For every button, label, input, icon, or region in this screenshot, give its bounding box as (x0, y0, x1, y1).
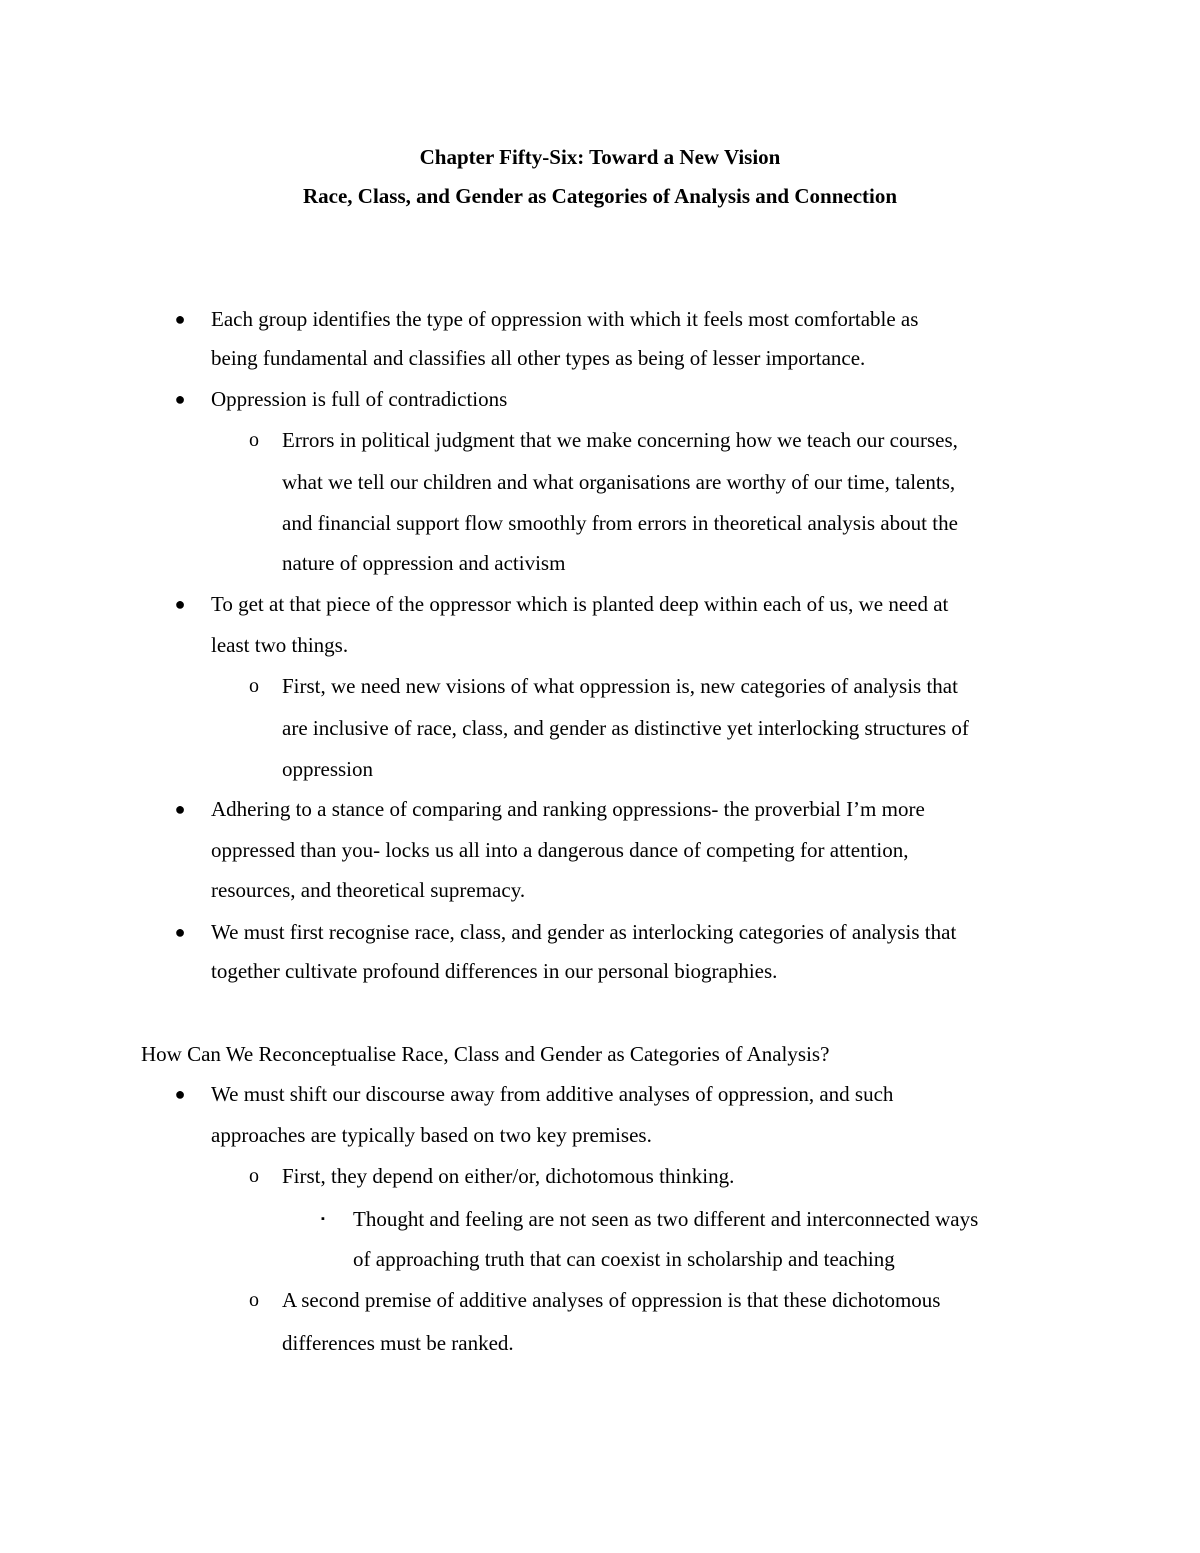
bullet-icon: ● (174, 922, 186, 942)
sub-bullet-icon: o (249, 429, 259, 451)
page-subtitle: Race, Class, and Gender as Categories of Analysis and Connection (302, 184, 898, 208)
list-item-text: together cultivate profound differences in our personal biographies. (211, 959, 778, 983)
list-item-text: We must shift our discourse away from additive analyses of oppression, and such (211, 1082, 894, 1106)
list-item-text: Adhering to a stance of comparing and ranking oppressions- the proverbial I’m more (211, 797, 925, 821)
sub-bullet-icon: o (249, 675, 259, 697)
list-item-text: A second premise of additive analyses of oppression is that these dichotomous (282, 1288, 941, 1312)
bullet-icon: ● (174, 799, 186, 819)
list-item-text: Thought and feeling are not seen as two different and interconnected ways (353, 1207, 979, 1231)
list-item-text: oppression (282, 757, 373, 781)
list-item-text: Errors in political judgment that we make concerning how we teach our courses, (282, 428, 958, 452)
page-title: Chapter Fifty-Six: Toward a New Vision (419, 145, 781, 169)
list-item-text: what we tell our children and what organisations are worthy of our time, talents, (282, 470, 956, 494)
list-item-text: We must first recognise race, class, and gender as interlocking categories of analysis that (211, 920, 957, 944)
list-item-text: resources, and theoretical supremacy. (211, 878, 526, 902)
list-item-text: First, they depend on either/or, dichotomous thinking. (282, 1164, 735, 1188)
list-item-text: differences must be ranked. (282, 1331, 514, 1355)
square-bullet-icon: ▪ (321, 1213, 325, 1225)
list-item-text: approaches are typically based on two key premises. (211, 1123, 652, 1147)
list-item-text: least two things. (211, 633, 349, 657)
sub-bullet-icon: o (249, 1289, 259, 1311)
list-item-text: nature of oppression and activism (282, 551, 566, 575)
list-item-text: Oppression is full of contradictions (211, 387, 508, 411)
section-heading: How Can We Reconceptualise Race, Class and Gender as Categories of Analysis? (141, 1042, 830, 1066)
bullet-icon: ● (174, 1084, 186, 1104)
list-item-text: being fundamental and classifies all other types as being of lesser importance. (211, 346, 866, 370)
list-item-text: are inclusive of race, class, and gender as distinctive yet interlocking structures of (282, 716, 969, 740)
bullet-icon: ● (174, 594, 186, 614)
bullet-icon: ● (174, 389, 186, 409)
list-item-text: of approaching truth that can coexist in scholarship and teaching (353, 1247, 895, 1271)
list-item-text: and financial support flow smoothly from errors in theoretical analysis about the (282, 511, 958, 535)
list-item-text: Each group identifies the type of oppression with which it feels most comfortable as (211, 307, 919, 331)
list-item-text: oppressed than you- locks us all into a dangerous dance of competing for attention, (211, 838, 909, 862)
sub-bullet-icon: o (249, 1165, 259, 1187)
bullet-icon: ● (174, 309, 186, 329)
list-item-text: First, we need new visions of what oppression is, new categories of analysis that (282, 674, 958, 698)
list-item-text: To get at that piece of the oppressor which is planted deep within each of us, we need at (211, 592, 949, 616)
